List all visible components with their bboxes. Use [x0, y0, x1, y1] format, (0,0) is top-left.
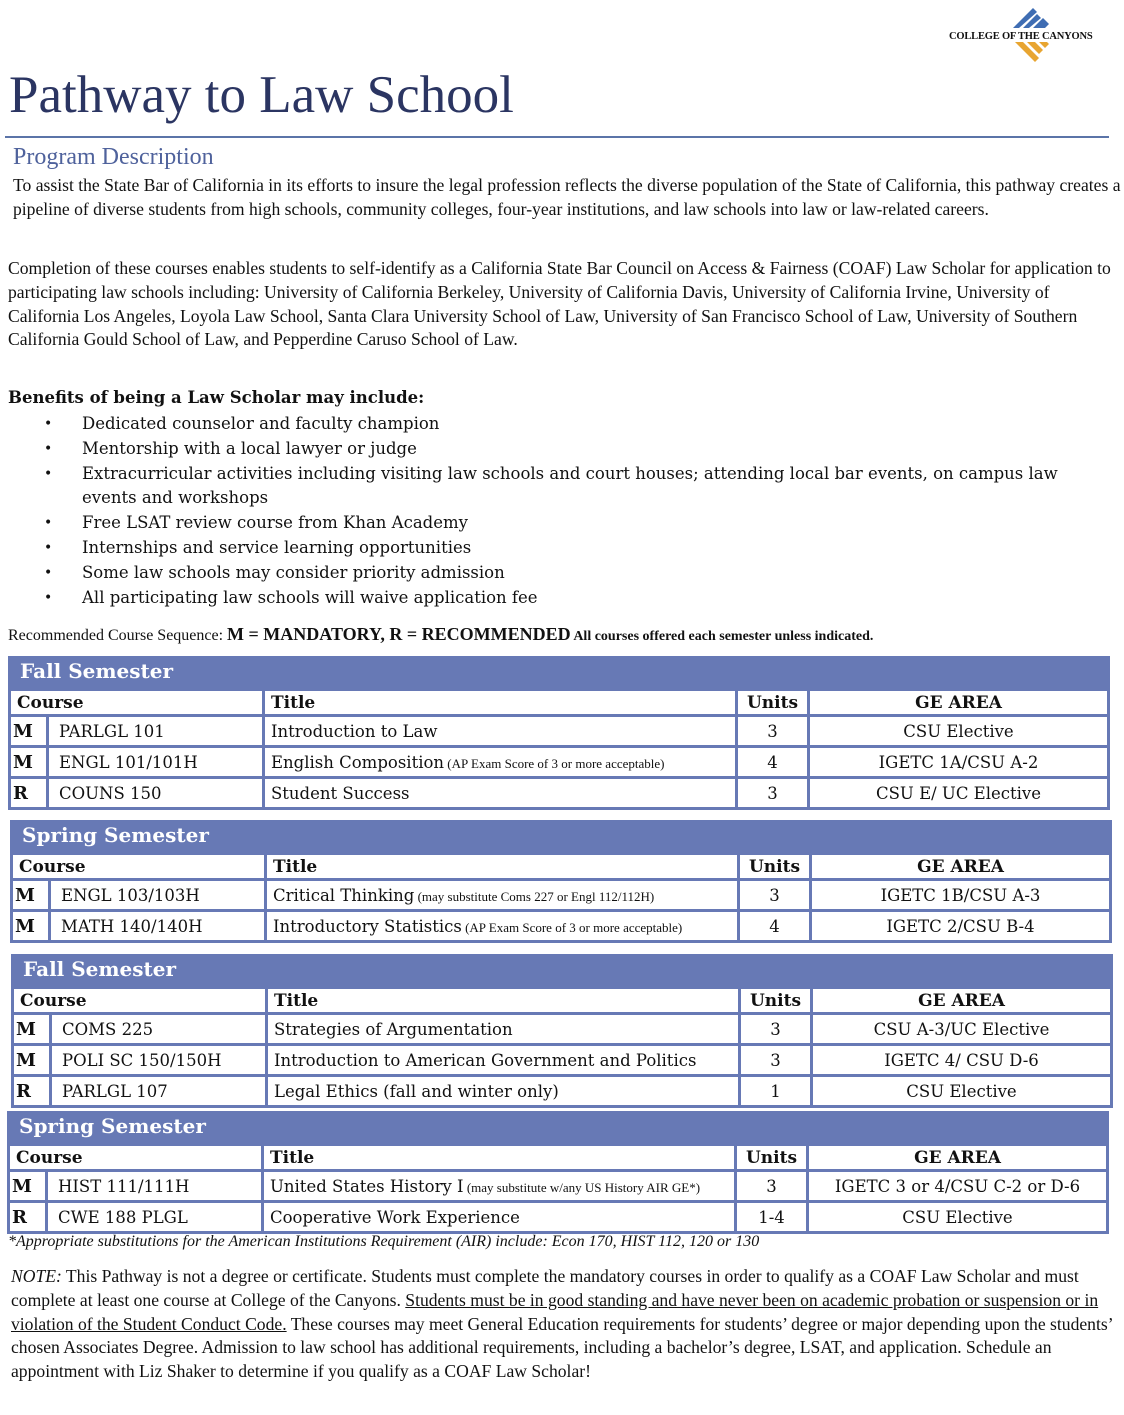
- header-course: Course: [13, 988, 267, 1014]
- course-units: 4: [739, 911, 811, 942]
- table-header-row: [12, 854, 1111, 880]
- benefit-text: Internships and service learning opportunities: [82, 537, 472, 557]
- course-ge-area: CSU Elective: [812, 1076, 1112, 1107]
- header-course: Course: [10, 690, 264, 716]
- table-row: [13, 1014, 1112, 1045]
- header-title: Title: [264, 690, 737, 716]
- table-row: [9, 1202, 1108, 1233]
- title-divider: [5, 136, 1109, 138]
- course-title: [264, 716, 737, 747]
- course-units: 3: [740, 1014, 812, 1045]
- benefit-text: Extracurricular activities including visiting law schools and court houses; attending local bar events, on campus law events and workshops: [82, 463, 1058, 508]
- bullet-icon: •: [44, 440, 53, 457]
- table-row: [12, 911, 1111, 942]
- table-row: [10, 747, 1109, 778]
- course-code: HIST 111/111H: [47, 1171, 263, 1202]
- table-row: [12, 880, 1111, 911]
- list-item: [0, 586, 1110, 611]
- table-row: [13, 1076, 1112, 1107]
- note-underlined: Students must be in good standing and have never been on academic probation or suspension or in violation of the Student Conduct Code.: [11, 1289, 1099, 1334]
- course-code: PARLGL 101: [48, 716, 264, 747]
- bullet-icon: •: [44, 416, 53, 432]
- requirement-flag: R: [13, 1076, 51, 1107]
- course-ge-area: IGETC 1A/CSU A-2: [809, 747, 1109, 778]
- header-ge-area: GE AREA: [811, 854, 1111, 880]
- course-table: [10, 852, 1112, 943]
- course-ge-area: IGETC 4/ CSU D-6: [812, 1045, 1112, 1076]
- benefits-list: [0, 412, 1110, 610]
- course-note: (AP Exam Score of 3 or more acceptable): [444, 755, 665, 771]
- header-units: Units: [740, 988, 812, 1014]
- bullet-icon: •: [44, 515, 53, 532]
- list-item: [0, 462, 1110, 512]
- course-code: ENGL 103/103H: [50, 880, 266, 911]
- sequence-prefix: Recommended Course Sequence:: [8, 627, 228, 644]
- final-note: [11, 1265, 1123, 1384]
- course-ge-area: IGETC 1B/CSU A-3: [811, 880, 1111, 911]
- course-note: (may substitute Coms 227 or Engl 112/112H): [414, 888, 655, 904]
- list-item: [0, 437, 1110, 462]
- benefit-text: Dedicated counselor and faculty champion: [82, 414, 440, 433]
- course-ge-area: CSU A-3/UC Elective: [812, 1014, 1112, 1045]
- course-title-text: English Composition: [271, 752, 445, 772]
- course-title-text: Introductory Statistics: [273, 916, 462, 936]
- benefit-text: Some law schools may consider priority admission: [82, 562, 505, 582]
- table-row: [9, 1171, 1108, 1202]
- course-code: PARLGL 107: [51, 1076, 267, 1107]
- course-note: (may substitute w/any US History AIR GE*): [463, 1179, 701, 1195]
- course-title-text: Critical Thinking: [273, 885, 415, 905]
- course-table: [11, 986, 1113, 1108]
- requirement-flag: M: [13, 1045, 51, 1076]
- description-paragraph-1: To assist the State Bar of California in its efforts to insure the legal profession reflects the diverse population of the State of California, this pathway creates a pipeline of diverse students from high schools, community colleges, four-year institutions, and law schools into law or law-related careers.: [13, 175, 1121, 219]
- header-title: Title: [266, 854, 739, 880]
- header-units: Units: [737, 690, 809, 716]
- sequence-legend: M = MANDATORY, R = RECOMMENDED: [227, 624, 571, 644]
- table-header-row: [9, 1145, 1108, 1171]
- course-title: [266, 880, 739, 911]
- course-units: 3: [740, 1045, 812, 1076]
- course-title-text: Introduction to Law: [271, 721, 438, 741]
- college-logo: [945, 4, 1110, 66]
- header-ge-area: GE AREA: [812, 988, 1112, 1014]
- requirement-flag: M: [12, 880, 50, 911]
- semester-header: Fall Semester: [8, 656, 1110, 688]
- page-title: Pathway to Law School: [9, 66, 514, 124]
- course-title-text: Strategies of Argumentation: [274, 1019, 513, 1039]
- course-code: POLI SC 150/150H: [51, 1045, 267, 1076]
- note-text-1: This Pathway is not a degree or certificate. Students must complete the mandatory courses in order to qualify as a COAF Law Scholar and must complete at least one course at College of the Canyons.: [11, 1266, 1079, 1310]
- semester-header: Spring Semester: [7, 1111, 1109, 1143]
- course-table: [7, 1143, 1109, 1234]
- semester-header: Fall Semester: [11, 954, 1113, 986]
- requirement-flag: M: [9, 1171, 47, 1202]
- requirement-flag: M: [10, 747, 48, 778]
- air-footnote: *Appropriate substitutions for the American Institutions Requirement (AIR) include: Econ 170, HIST 112, 120 or 130: [8, 1233, 760, 1250]
- course-code: MATH 140/140H: [50, 911, 266, 942]
- header-ge-area: GE AREA: [808, 1145, 1108, 1171]
- semester-header: Spring Semester: [10, 820, 1112, 852]
- semester-table: [11, 954, 1113, 1108]
- note-text-2: These courses may meet General Education requirements for students’ degree or major depending upon the students’ chosen Associates Degree. Admission to law school has additional requirements, including a bachelor’s degree, LSAT, and application. Schedule an appointment with Liz Shaker to determine if you qualify as a COAF Law Scholar!: [11, 1313, 1113, 1382]
- course-ge-area: CSU Elective: [808, 1202, 1108, 1233]
- course-code: COUNS 150: [48, 778, 264, 809]
- bullet-icon: •: [44, 465, 53, 482]
- course-ge-area: IGETC 3 or 4/CSU C-2 or D-6: [808, 1171, 1108, 1202]
- course-note: (AP Exam Score of 3 or more acceptable): [461, 919, 683, 935]
- header-units: Units: [736, 1145, 808, 1171]
- requirement-flag: M: [13, 1014, 51, 1045]
- course-ge-area: CSU E/ UC Elective: [809, 778, 1109, 809]
- course-units: 4: [737, 747, 809, 778]
- semester-table: [8, 656, 1110, 810]
- table-header-row: [10, 690, 1109, 716]
- logo-text: COLLEGE OF THE CANYONS: [949, 31, 1093, 42]
- header-course: Course: [9, 1145, 263, 1171]
- requirement-flag: R: [9, 1202, 47, 1233]
- semester-table: [10, 820, 1112, 943]
- list-item: [0, 412, 1110, 437]
- requirement-flag: M: [10, 716, 48, 747]
- course-code: CWE 188 PLGL: [47, 1202, 263, 1233]
- requirement-flag: M: [12, 911, 50, 942]
- course-table: [8, 688, 1110, 810]
- bullet-icon: •: [44, 564, 53, 581]
- header-title: Title: [267, 988, 740, 1014]
- description-paragraph-2: Completion of these courses enables students to self-identify as a California State Bar Council on Access & Fairness (COAF) Law Scholar for application to participating law schools including: University of California Berkeley, University of California Davis, University of California Irvine, University of California Los Angeles, Loyola Law School, Santa Clara University School of Law, University of San Francisco School of Law, University of Southern California Gould School of Law, and Pepperdine Caruso School of Law.: [8, 258, 1111, 350]
- benefit-text: Mentorship with a local lawyer or judge: [82, 438, 417, 458]
- course-ge-area: CSU Elective: [809, 716, 1109, 747]
- table-row: [10, 778, 1109, 809]
- requirement-flag: R: [10, 778, 48, 809]
- course-title: [266, 911, 739, 942]
- course-title-text: Student Success: [271, 783, 410, 803]
- course-code: ENGL 101/101H: [48, 747, 264, 778]
- note-label: NOTE:: [11, 1266, 62, 1286]
- course-title-text: United States History I: [270, 1176, 464, 1196]
- table-row: [10, 716, 1109, 747]
- course-title: [264, 747, 737, 778]
- course-units: 3: [736, 1171, 808, 1202]
- course-code: COMS 225: [51, 1014, 267, 1045]
- sequence-suffix: All courses offered each semester unless indicated.: [570, 629, 874, 644]
- header-ge-area: GE AREA: [809, 690, 1109, 716]
- list-item: [0, 511, 1110, 536]
- course-units: 1: [740, 1076, 812, 1107]
- course-title: [263, 1171, 736, 1202]
- list-item: [0, 561, 1110, 586]
- course-units: 3: [737, 778, 809, 809]
- course-title: [267, 1014, 740, 1045]
- header-units: Units: [739, 854, 811, 880]
- benefit-text: Free LSAT review course from Khan Academy: [82, 513, 468, 533]
- course-title-text: Introduction to American Government and Politics: [274, 1050, 697, 1070]
- benefit-text: All participating law schools will waive application fee: [82, 587, 538, 607]
- course-units: 3: [737, 716, 809, 747]
- table-header-row: [13, 988, 1112, 1014]
- course-units: 1-4: [736, 1202, 808, 1233]
- table-row: [13, 1045, 1112, 1076]
- course-units: 3: [739, 880, 811, 911]
- course-title: [264, 778, 737, 809]
- semester-table: [7, 1111, 1109, 1234]
- header-title: Title: [263, 1145, 736, 1171]
- course-title: [263, 1202, 736, 1233]
- list-item: [0, 536, 1110, 561]
- course-sequence-legend: [8, 624, 873, 645]
- benefits-heading: Benefits of being a Law Scholar may include:: [8, 388, 425, 407]
- course-ge-area: IGETC 2/CSU B-4: [811, 911, 1111, 942]
- bullet-icon: •: [44, 589, 53, 606]
- course-title: [267, 1045, 740, 1076]
- course-title-text: Legal Ethics (fall and winter only): [274, 1081, 559, 1101]
- course-title-text: Cooperative Work Experience: [270, 1207, 520, 1227]
- course-title: [267, 1076, 740, 1107]
- program-description-heading: Program Description: [13, 144, 214, 170]
- header-course: Course: [12, 854, 266, 880]
- bullet-icon: •: [44, 539, 53, 556]
